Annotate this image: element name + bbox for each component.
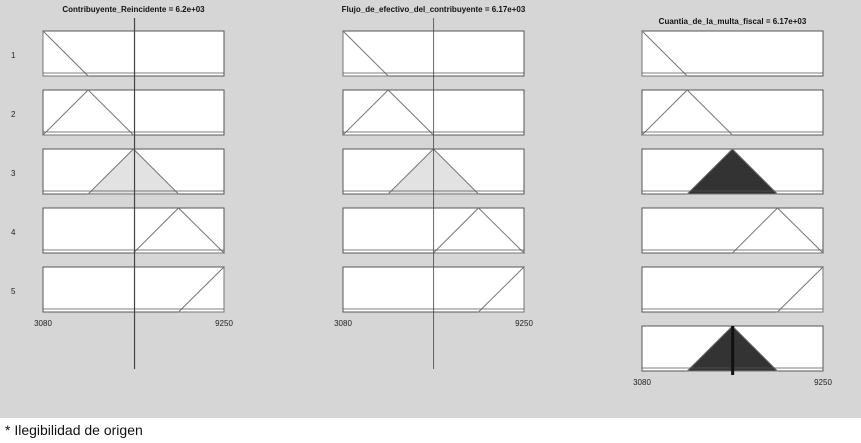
output-title: Cuantia_de_la_multa_fiscal = 6.17e+03	[658, 17, 807, 26]
rule-label-3: 3	[11, 169, 16, 178]
output-rule-5-box	[642, 267, 823, 312]
output-rule-2-box	[642, 90, 823, 135]
input-2-title: Flujo_de_efectivo_del_contribuyente = 6.17e+03	[341, 5, 526, 14]
output-tick-max: 9250	[814, 378, 832, 387]
input-1-tick-max: 9250	[215, 319, 233, 328]
output-rule-4-box	[642, 208, 823, 253]
rule-label-1: 1	[11, 51, 16, 60]
input-1-tick-min: 3080	[34, 319, 52, 328]
footnote: * Ilegibilidad de origen	[5, 422, 143, 438]
input-1-title: Contribuyente_Reincidente = 6.2e+03	[62, 5, 205, 14]
input-1-rule-2-box	[43, 90, 224, 135]
output-tick-min: 3080	[633, 378, 651, 387]
rule-label-4: 4	[11, 228, 16, 237]
rule-label-2: 2	[11, 110, 16, 119]
output-rule-1-box	[642, 31, 823, 76]
input-2-tick-max: 9250	[515, 319, 533, 328]
input-1-rule-4-box	[43, 208, 224, 253]
input-1-rule-1-box	[43, 31, 224, 76]
input-1-rule-5-box	[43, 267, 224, 312]
input-2-tick-min: 3080	[334, 319, 352, 328]
rule-label-5: 5	[11, 287, 16, 296]
